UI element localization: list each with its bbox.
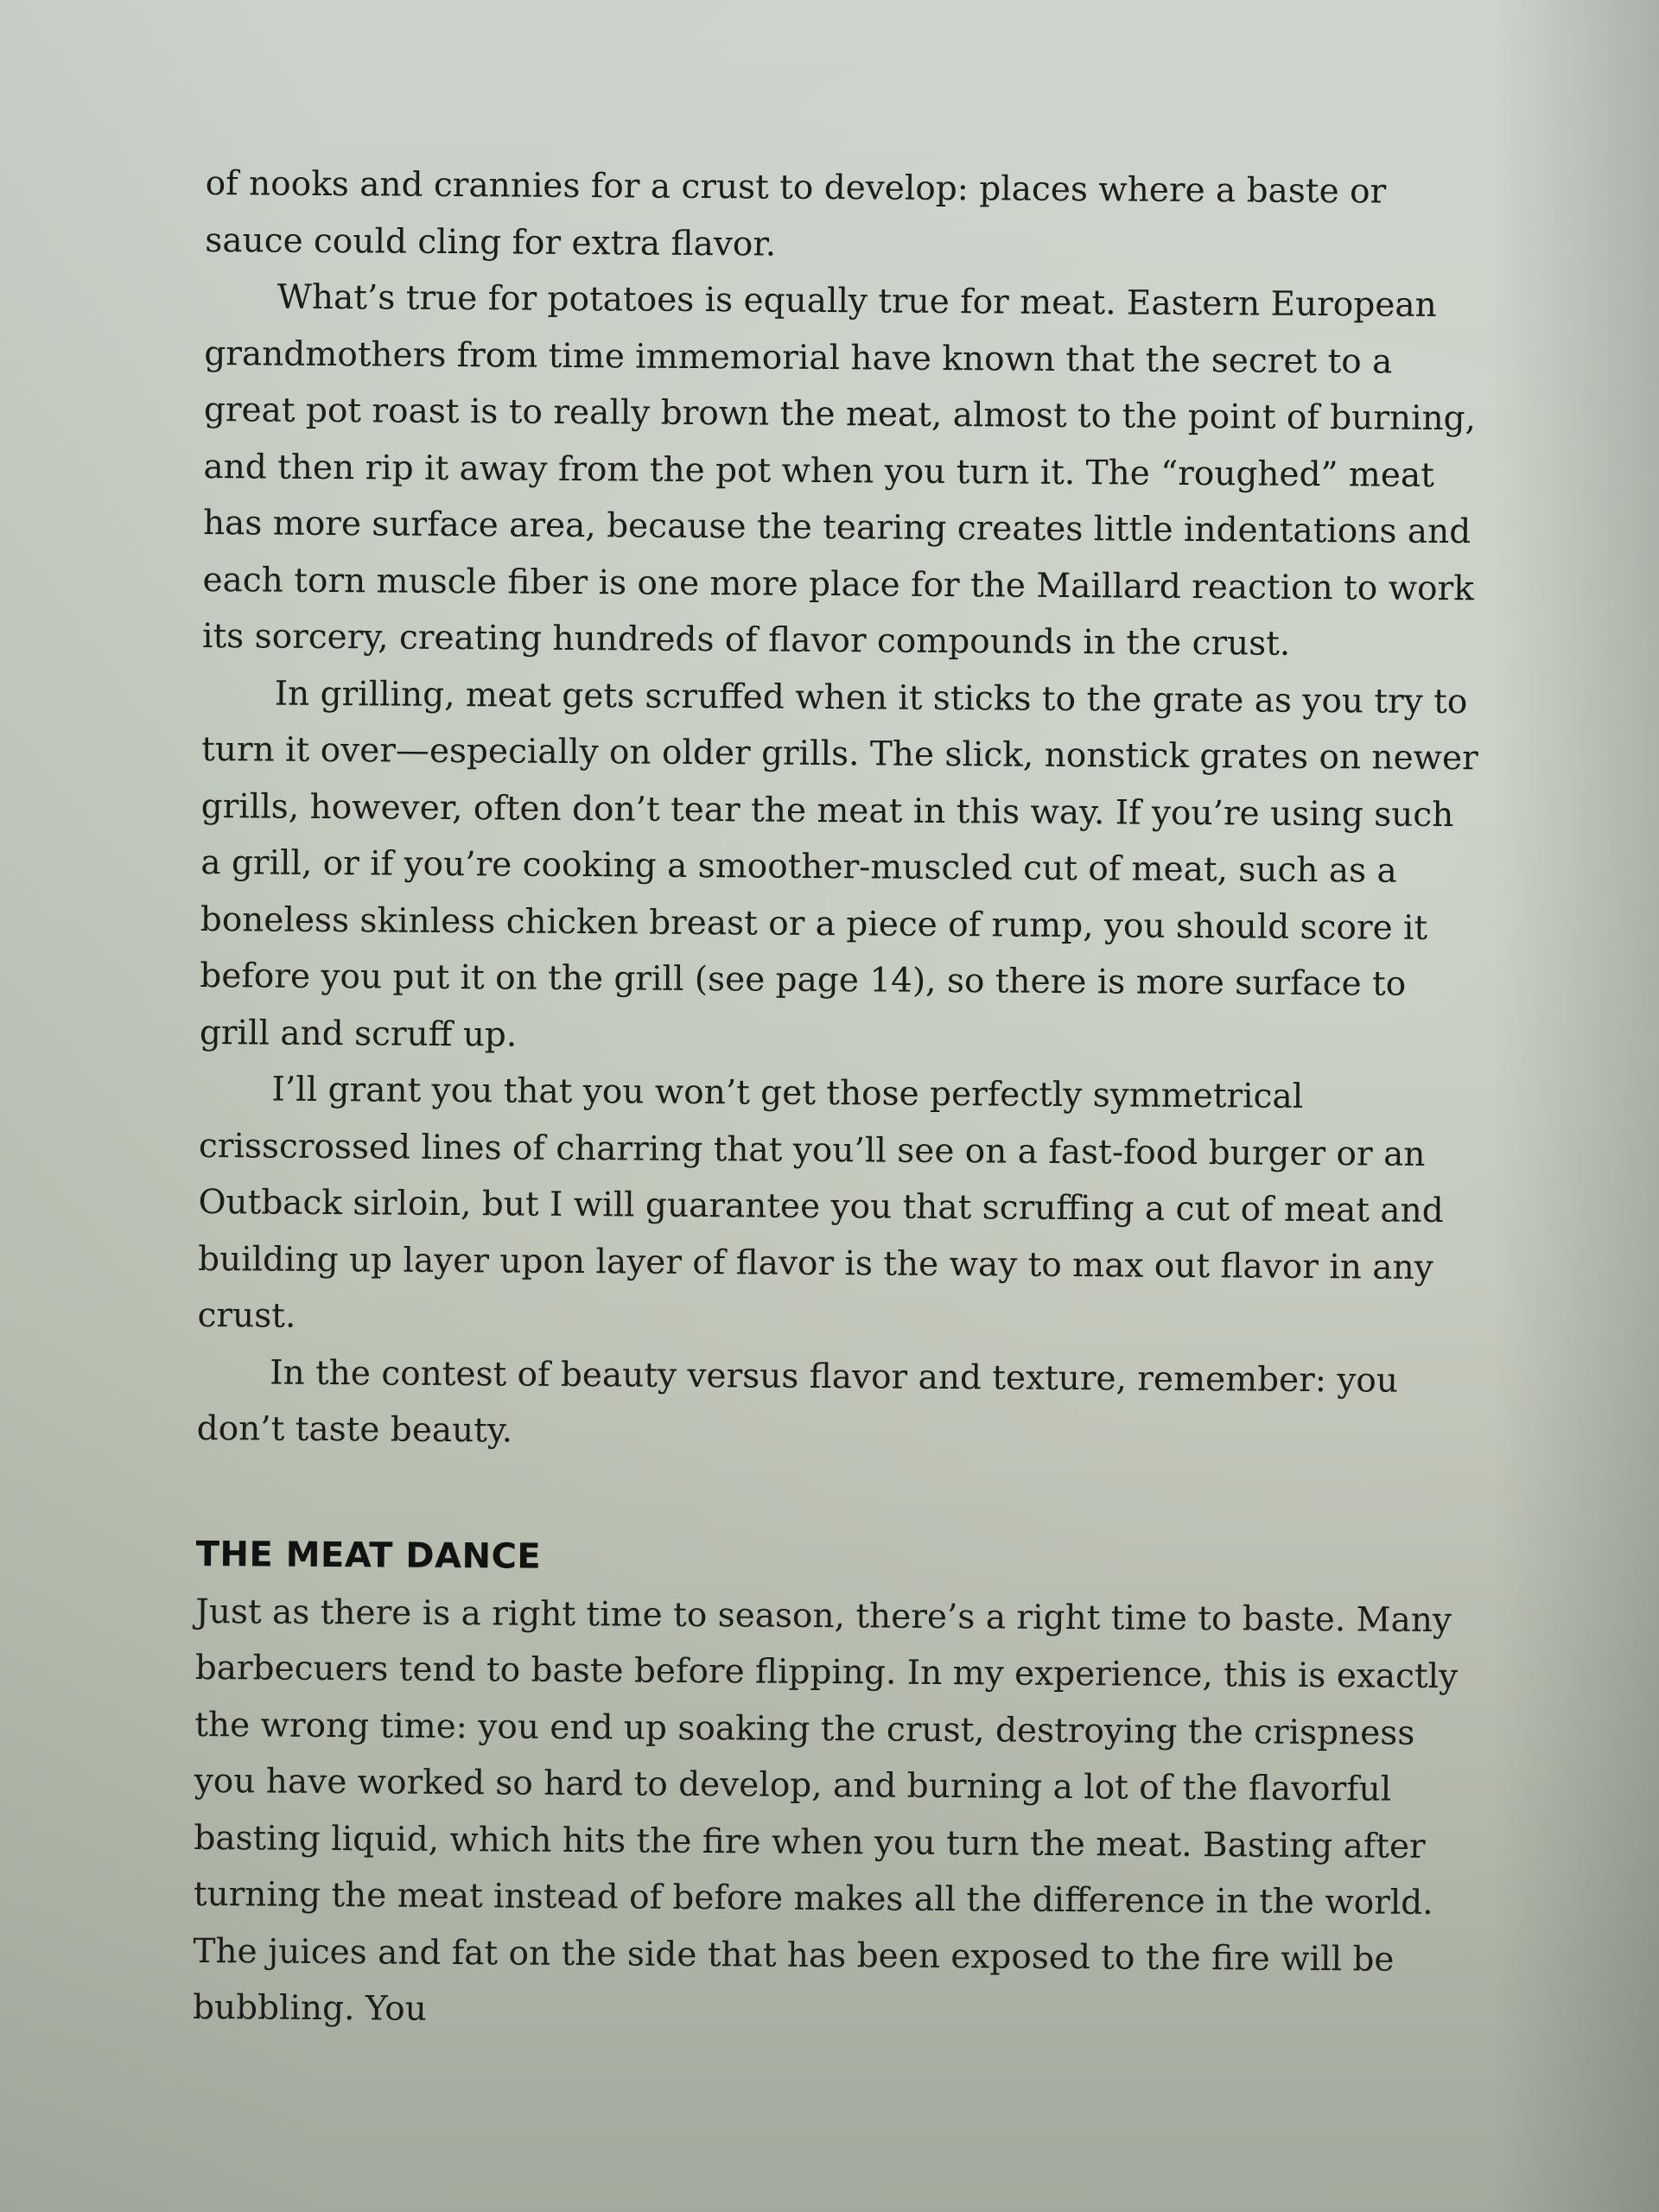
section-heading: THE MEAT DANCE bbox=[195, 1534, 542, 1577]
paragraph-meat-dance: Just as there is a right time to season, there’s a right time to baste. Many barbecuers tend to baste before flipping. In my experience, this is exactly the wrong time: you end up soaking the crust, destroying the crispness you have worked so hard to develop, and burning a lot of the flavorful basting liquid, which hits the fire when you turn the meat. Basting after turning the meat instead of before makes all the difference in the world. The juices and fat on the side that has been exposed to the fire will be bubbling. You bbox=[192, 1592, 1459, 2029]
section-gap bbox=[196, 1457, 1476, 1536]
page-text bbox=[193, 156, 1484, 2045]
paragraph-grilling: In grilling, meat gets scruffed when it sticks to the grate as you try to turn it over—especially on older grills. The slick, nonstick grates on newer grills, however, often don’t tear the meat in this way. If you’re using such a grill, or if you’re cooking a smoother-muscled cut of meat, such as a boneless skinless chicken breast or a piece of rump, you should score it before you put it on the grill (see page 14), so there is more surface to grill and scruff up. bbox=[199, 674, 1478, 1055]
paragraph-continued: of nooks and crannies for a crust to develop: places where a baste or sauce could cling for extra flavor. bbox=[205, 163, 1387, 264]
paragraph-beauty: In the contest of beauty versus flavor and texture, remember: you don’t taste beauty. bbox=[196, 1353, 1399, 1451]
paragraph-grant: I’ll grant you that you won’t get those perfectly symmetrical crisscrossed lines of charring that you’ll see on a fast-food burger or an Outback sirloin, but I will guarantee you that scruffing a cut of meat and building up layer upon layer of flavor is the way to max out flavor in any crust. bbox=[197, 1070, 1444, 1336]
paragraph-meat: What’s true for potatoes is equally true for meat. Eastern European grandmothers from time immemorial have known that the secret to a great pot roast is to really brown the meat, almost to the point of burning, and then rip it away from the pot when you turn it. The “roughed” meat has more surface area, because the tearing creates little indentations and each torn muscle fiber is one more place for the Maillard reaction to work its sorcery, creating hundreds of flavor compounds in the crust. bbox=[201, 277, 1477, 664]
section-meat-dance bbox=[193, 1528, 1475, 2044]
